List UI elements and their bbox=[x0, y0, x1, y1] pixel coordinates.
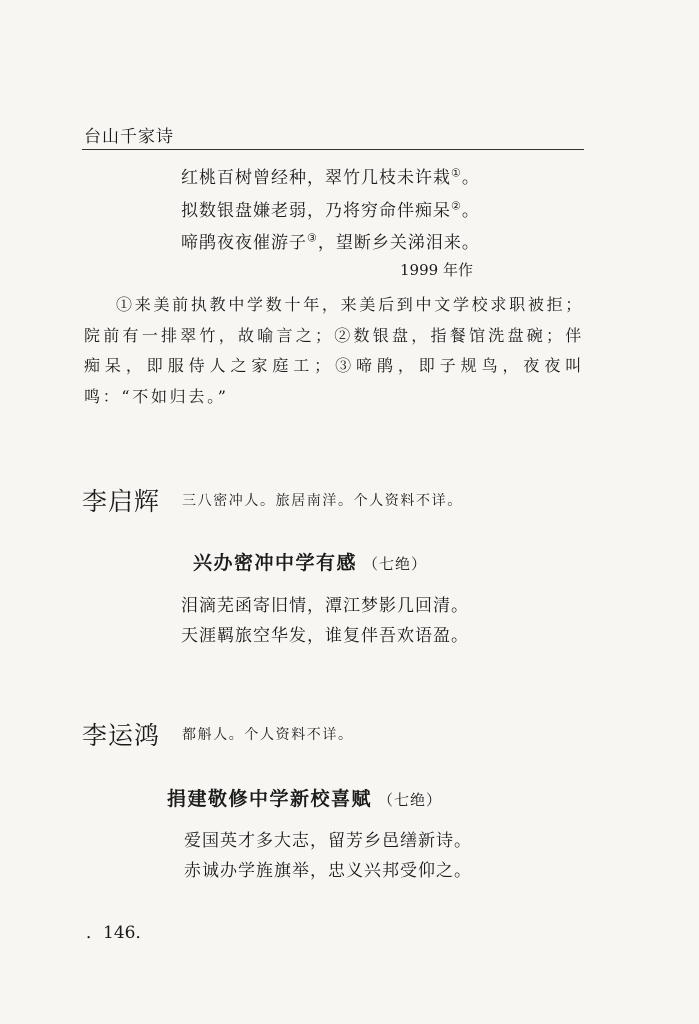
footnote-marker: ③ bbox=[307, 231, 318, 245]
poem2-line-2: 天涯羁旅空华发，谁复伴吾欢语盈。 bbox=[181, 626, 469, 646]
poem1-line-2: 拟数银盘嫌老弱，乃将穷命伴痴呆②。 bbox=[181, 199, 480, 221]
page-number: ．146． bbox=[86, 923, 153, 943]
poem1-line-1: 红桃百树曾经种，翠竹几枝未许栽①。 bbox=[181, 166, 480, 188]
poem2-form: （七绝） bbox=[363, 555, 428, 573]
author-bio-li-yunhong: 都斛人。个人资料不详。 bbox=[182, 727, 354, 743]
poem2-line-1: 泪滴芜函寄旧情，潭江梦影几回清。 bbox=[181, 596, 469, 616]
author-name-li-qihui: 李启辉 bbox=[82, 487, 161, 516]
poem2-title: 兴办密冲中学有感 （七绝） bbox=[193, 552, 428, 574]
footnotes-paragraph: ①来美前执教中学数十年，来美后到中文学校求职被拒；院前有一排翠竹，故喻言之；②数银盘，指餐馆洗盘碗；伴痴呆，即服侍人之家庭工；③啼鹃，即子规鸟，夜夜叫鸣：“不如归去。” bbox=[84, 295, 584, 406]
poem3-title: 捐建敬修中学新校喜赋 （七绝） bbox=[167, 788, 443, 810]
poem3-form: （七绝） bbox=[378, 791, 443, 809]
poem1-line-3: 啼鹃夜夜催游子③，望断乡关涕泪来。 bbox=[181, 231, 480, 253]
footnote-marker: ① bbox=[451, 166, 462, 180]
header-rule bbox=[82, 149, 584, 150]
running-header: 台山千家诗 bbox=[84, 127, 174, 147]
footnote-marker: ② bbox=[451, 199, 462, 213]
poem3-line-2: 赤诚办学旌旗举，忠义兴邦受仰之。 bbox=[184, 861, 472, 881]
poem1-date: 1999 年作 bbox=[400, 261, 473, 279]
author-name-li-yunhong: 李运鸿 bbox=[82, 721, 161, 750]
author-bio-li-qihui: 三八密冲人。旅居南洋。个人资料不详。 bbox=[182, 493, 463, 509]
poem3-line-1: 爱国英才多大志，留芳乡邑缮新诗。 bbox=[184, 831, 472, 851]
